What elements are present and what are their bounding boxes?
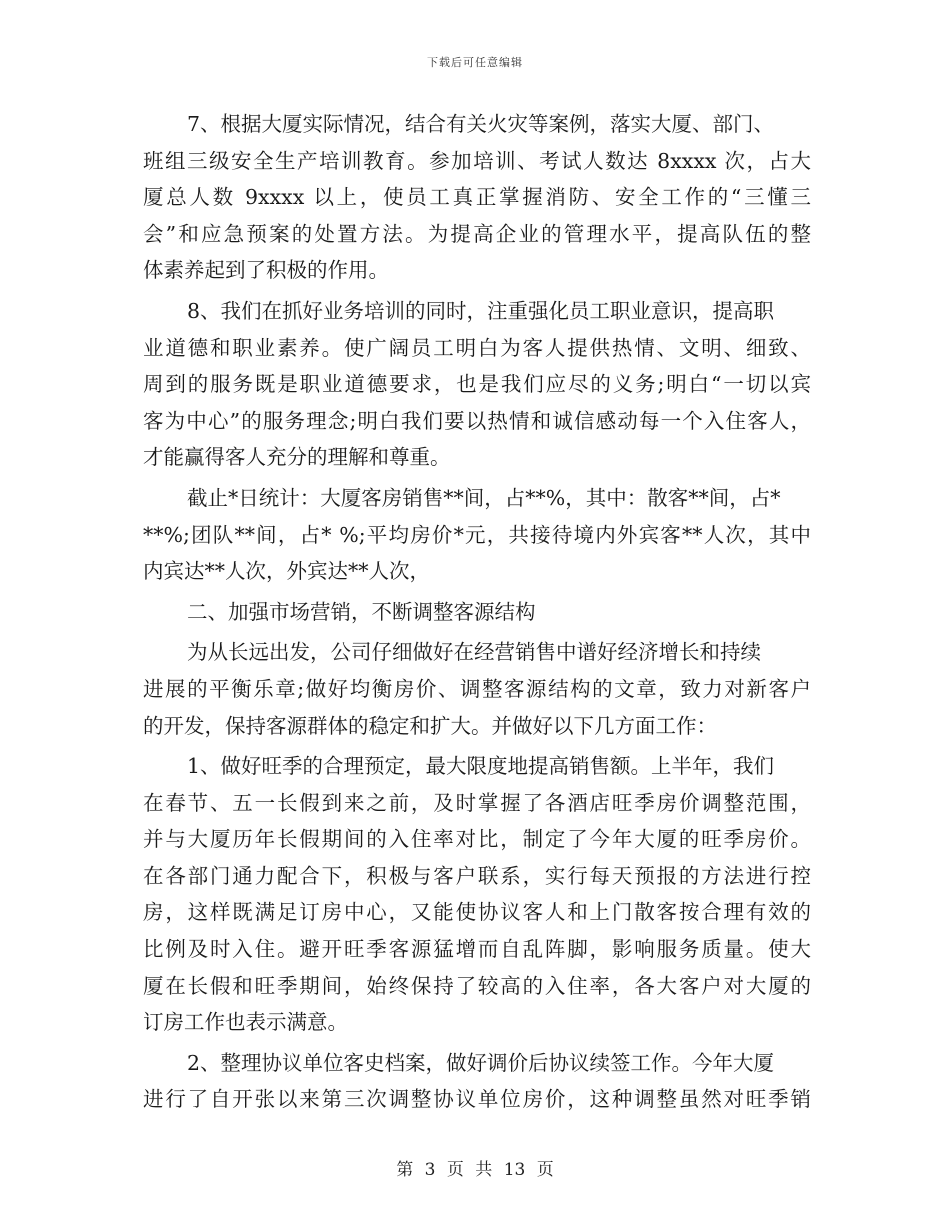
statistics-line-1: 截止*日统计：大厦客房销售**间，占**%，其中：散客**间，占*	[187, 485, 781, 510]
item-1-line-1: 1、做好旺季的合理预定，最大限度地提高销售额。上半年，我们	[187, 754, 775, 779]
paragraph-7-line-1: 7、根据大厦实际情况，结合有关火灾等案例，落实大厦、部门、	[187, 112, 775, 136]
paragraph-7-line-4: 会”和应急预案的处置方法。为提高企业的管理水平，提高队伍的整	[143, 221, 811, 246]
page-header: 下载后可任意编辑	[427, 56, 523, 69]
item-1-line-8: 订房工作也表示满意。	[143, 1010, 348, 1035]
section-2-intro-line-1: 为从长远出发，公司仔细做好在经营销售中谱好经济增长和持续	[187, 640, 761, 665]
item-1-line-7: 厦在长假和旺季期间，始终保持了较高的入住率，各大客户对大厦的	[143, 973, 811, 998]
item-1-line-5: 房，这样既满足订房中心，又能使协议客人和上门散客按合理有效的	[143, 900, 811, 925]
paragraph-8-line-5: 才能赢得客人充分的理解和尊重。	[143, 445, 451, 470]
paragraph-7-line-2: 班组三级安全生产培训教育。参加培训、考试人数达 8xxxx 次，占大	[143, 148, 811, 173]
statistics-line-2: **%;团队**间，占* %;平均房价*元，共接待境内外宾客**人次，其中	[143, 522, 811, 547]
paragraph-8-line-3: 周到的服务既是职业道德要求，也是我们应尽的义务;明白“一切以宾	[143, 372, 811, 397]
item-1-line-2: 在春节、五一长假到来之前，及时掌握了各酒店旺季房价调整范围，	[143, 790, 811, 815]
paragraph-8-line-2: 业道德和职业素养。使广阔员工明白为客人提供热情、文明、细致、	[143, 335, 811, 360]
statistics-line-3: 内宾达**人次，外宾达**人次，	[143, 559, 430, 584]
section-2-intro-line-3: 的开发，保持客源群体的稳定和扩大。并做好以下几方面工作：	[143, 713, 717, 738]
section-2-intro-line-2: 进展的平衡乐章;做好均衡房价、调整客源结构的文章，致力对新客户	[143, 676, 811, 701]
item-1-line-4: 在各部门通力配合下，积极与客户联系，实行每天预报的方法进行控	[143, 863, 811, 888]
body-text	[143, 106, 811, 1118]
paragraph-7-line-3: 厦总人数 9xxxx 以上，使员工真正掌握消防、安全工作的“三懂三	[143, 185, 811, 210]
item-2-line-2: 进行了自开张以来第三次调整协议单位房价，这种调整虽然对旺季销	[143, 1087, 811, 1112]
paragraph-7-line-5: 体素养起到了积极的作用。	[143, 258, 389, 283]
paragraph-8-line-4: 客为中心”的服务理念;明白我们要以热情和诚信感动每一个入住客人，	[143, 408, 811, 433]
item-2-line-1: 2、整理协议单位客史档案，做好调价后协议续签工作。今年大厦	[187, 1050, 775, 1075]
page-footer: 第 3 页 共 13 页	[396, 1160, 554, 1180]
paragraph-8-line-1: 8、我们在抓好业务培训的同时，注重强化员工职业意识，提高职	[187, 298, 775, 323]
section-heading-2: 二、加强市场营销，不断调整客源结构	[187, 599, 536, 624]
item-1-line-3: 并与大厦历年长假期间的入住率对比，制定了今年大厦的旺季房价。	[143, 827, 811, 852]
item-1-line-6: 比例及时入住。避开旺季客源猛增而自乱阵脚，影响服务质量。使大	[143, 937, 811, 962]
